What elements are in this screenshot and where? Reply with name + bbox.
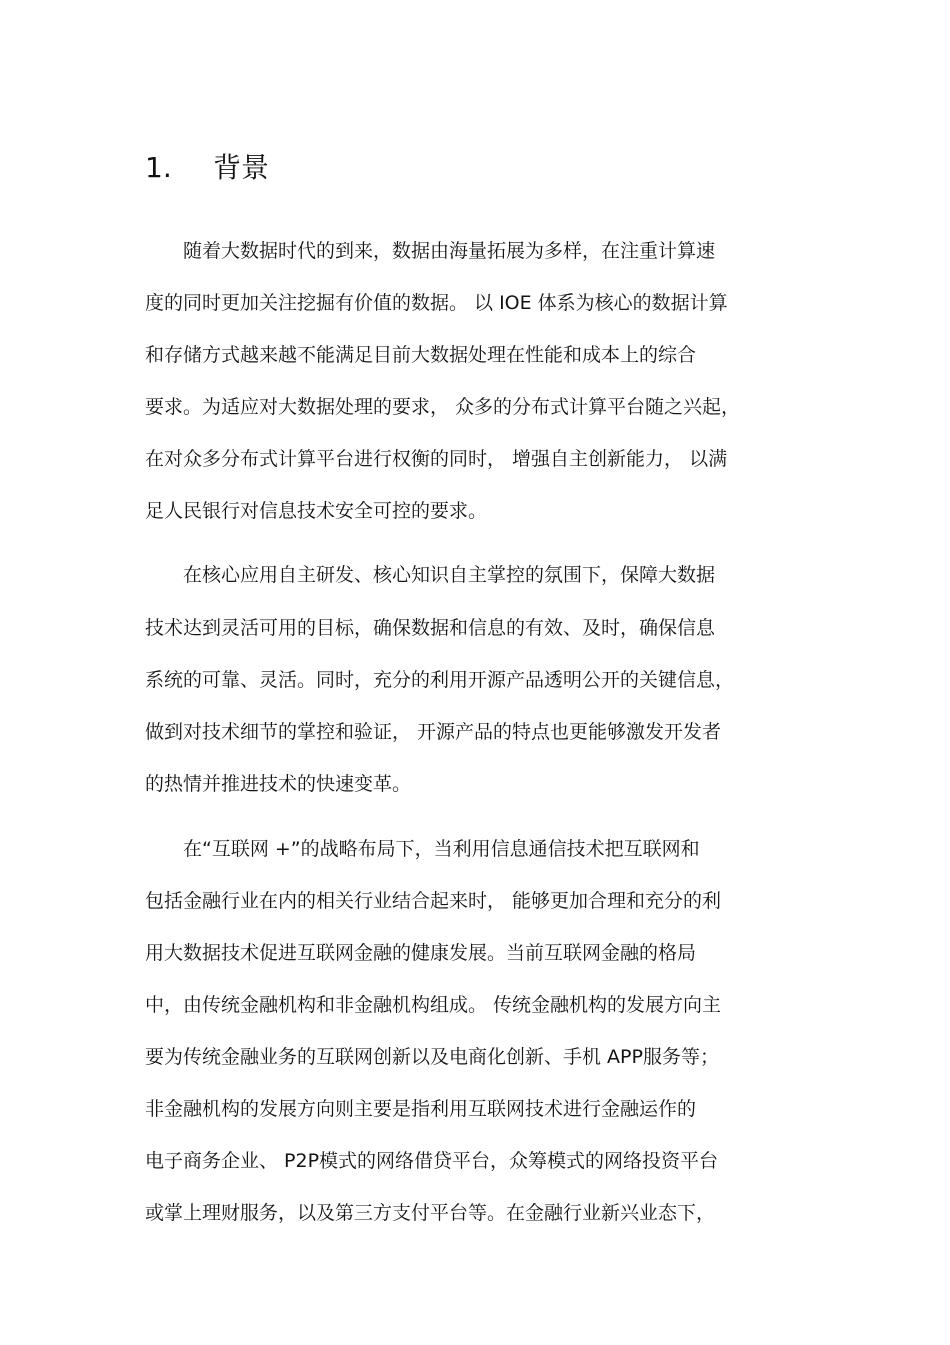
paragraph-3-line-6: 非金融机构的发展方向则主要是指利用互联网技术进行金融运作的 (145, 1098, 697, 1120)
section-title: 背景 (213, 151, 270, 184)
paragraph-3-line-3: 用大数据技术促进互联网金融的健康发展。当前互联网金融的格局 (145, 942, 697, 964)
paragraph-1-line-1: 随着大数据时代的到来，数据由海量拓展为多样，在注重计算速 (183, 240, 716, 262)
paragraph-1-line-4: 要求。为适应对大数据处理的要求， 众多的分布式计算平台随之兴起， (145, 396, 741, 418)
paragraph-3-line-2: 包括金融行业在内的相关行业结合起来时， 能够更加合理和充分的利 (145, 890, 722, 912)
paragraph-1-line-2: 度的同时更加关注挖掘有价值的数据。 以 IOE 体系为核心的数据计算 (145, 292, 728, 314)
paragraph-2-line-4: 做到对技术细节的掌控和验证， 开源产品的特点也更能够激发开发者 (145, 721, 722, 743)
section-number: 1. (145, 151, 172, 184)
paragraph-1-line-6: 足人民银行对信息技术安全可控的要求。 (145, 500, 488, 522)
paragraph-3-line-8: 或掌上理财服务，以及第三方支付平台等。在金融行业新兴业态下， (145, 1202, 716, 1224)
paragraph-1-line-3: 和存储方式越来越不能满足目前大数据处理在性能和成本上的综合 (145, 344, 697, 366)
paragraph-3-line-7: 电子商务企业、 P2P模式的网络借贷平台，众筹模式的网络投资平台 (145, 1150, 719, 1172)
paragraph-3-line-5: 要为传统金融业务的互联网创新以及电商化创新、手机 APP服务等； (145, 1046, 719, 1068)
paragraph-2-line-3: 系统的可靠、灵活。同时，充分的利用开源产品透明公开的关键信息， (145, 669, 735, 691)
paragraph-2-line-5: 的热情并推进技术的快速变革。 (145, 773, 412, 795)
paragraph-2-line-2: 技术达到灵活可用的目标，确保数据和信息的有效、及时，确保信息 (145, 617, 716, 639)
section-heading (145, 146, 269, 190)
paragraph-3-line-4: 中，由传统金融机构和非金融机构组成。 传统金融机构的发展方向主 (145, 994, 722, 1016)
paragraph-1-line-5: 在对众多分布式计算平台进行权衡的同时， 增强自主创新能力， 以满 (145, 448, 728, 470)
paragraph-3-line-1: 在“互联网 +”的战略布局下，当利用信息通信技术把互联网和 (183, 838, 700, 860)
paragraph-2-line-1: 在核心应用自主研发、核心知识自主掌控的氛围下，保障大数据 (183, 564, 716, 586)
